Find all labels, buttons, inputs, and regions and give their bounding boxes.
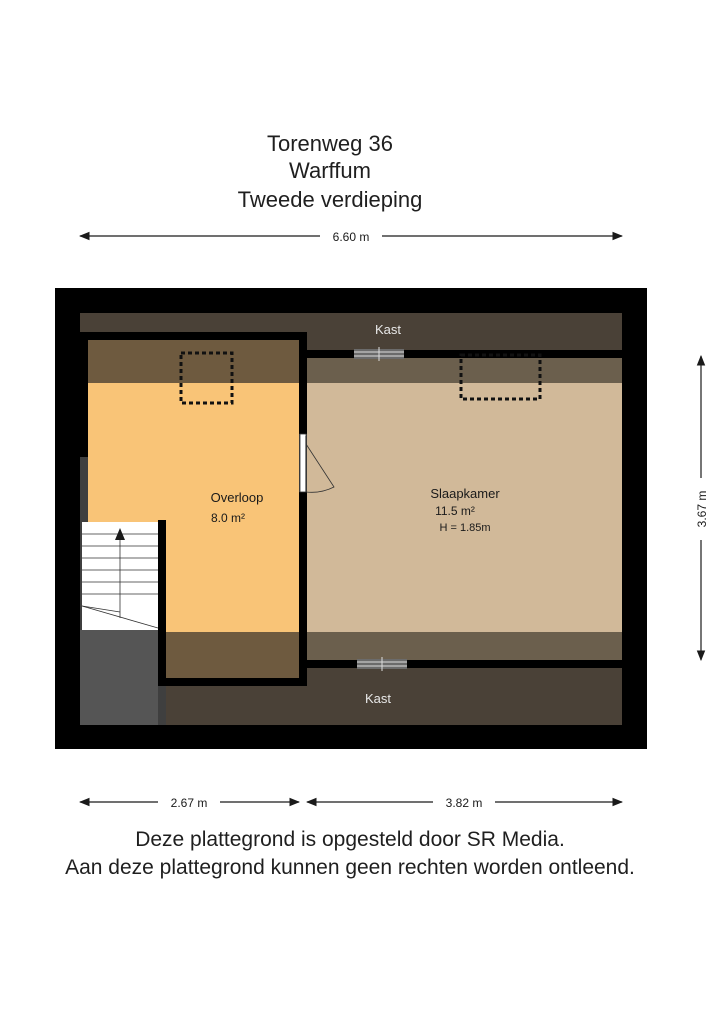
dimension-left-width-label: 2.67 m — [170, 796, 208, 810]
dimension-total-width-label: 6.60 m — [332, 230, 370, 244]
floor-title: Tweede verdieping — [237, 187, 423, 212]
dimension-left-width — [80, 796, 299, 810]
dimension-right-width — [307, 796, 622, 810]
staircase — [82, 522, 158, 630]
kast-bottom-door[interactable] — [357, 657, 407, 671]
slaapkamer-ceiling-height: H = 1.85m — [439, 522, 491, 534]
slaapkamer-low-zone-top — [307, 358, 622, 383]
overloop-area: 8.0 m² — [210, 511, 246, 525]
dimension-right-width-label: 3.82 m — [445, 796, 483, 810]
slaapkamer-name: Slaapkamer — [430, 486, 500, 501]
overloop-low-zone-bottom — [166, 632, 299, 678]
dimension-height-label: 3.67 m — [695, 490, 709, 528]
kast-bottom-label: Kast — [364, 691, 392, 706]
address-title: Torenweg 36 — [267, 131, 393, 156]
kast-top-door[interactable] — [354, 347, 404, 361]
city-title: Warffum — [289, 158, 371, 183]
slaapkamer-area: 11.5 m² — [435, 504, 475, 518]
slaapkamer-low-zone-bottom — [307, 632, 622, 660]
dimension-total-width — [80, 230, 622, 244]
footer-disclaimer-line2: Aan deze plattegrond kunnen geen rechten worden ontleend. — [65, 856, 635, 879]
overloop-name: Overloop — [210, 490, 264, 505]
stair-void — [80, 630, 158, 725]
overloop-low-zone-top — [88, 340, 299, 383]
kast-top-label: Kast — [374, 322, 402, 337]
dimension-height — [695, 356, 709, 660]
footer-disclaimer-line1: Deze plattegrond is opgesteld door SR Media. — [135, 828, 565, 851]
